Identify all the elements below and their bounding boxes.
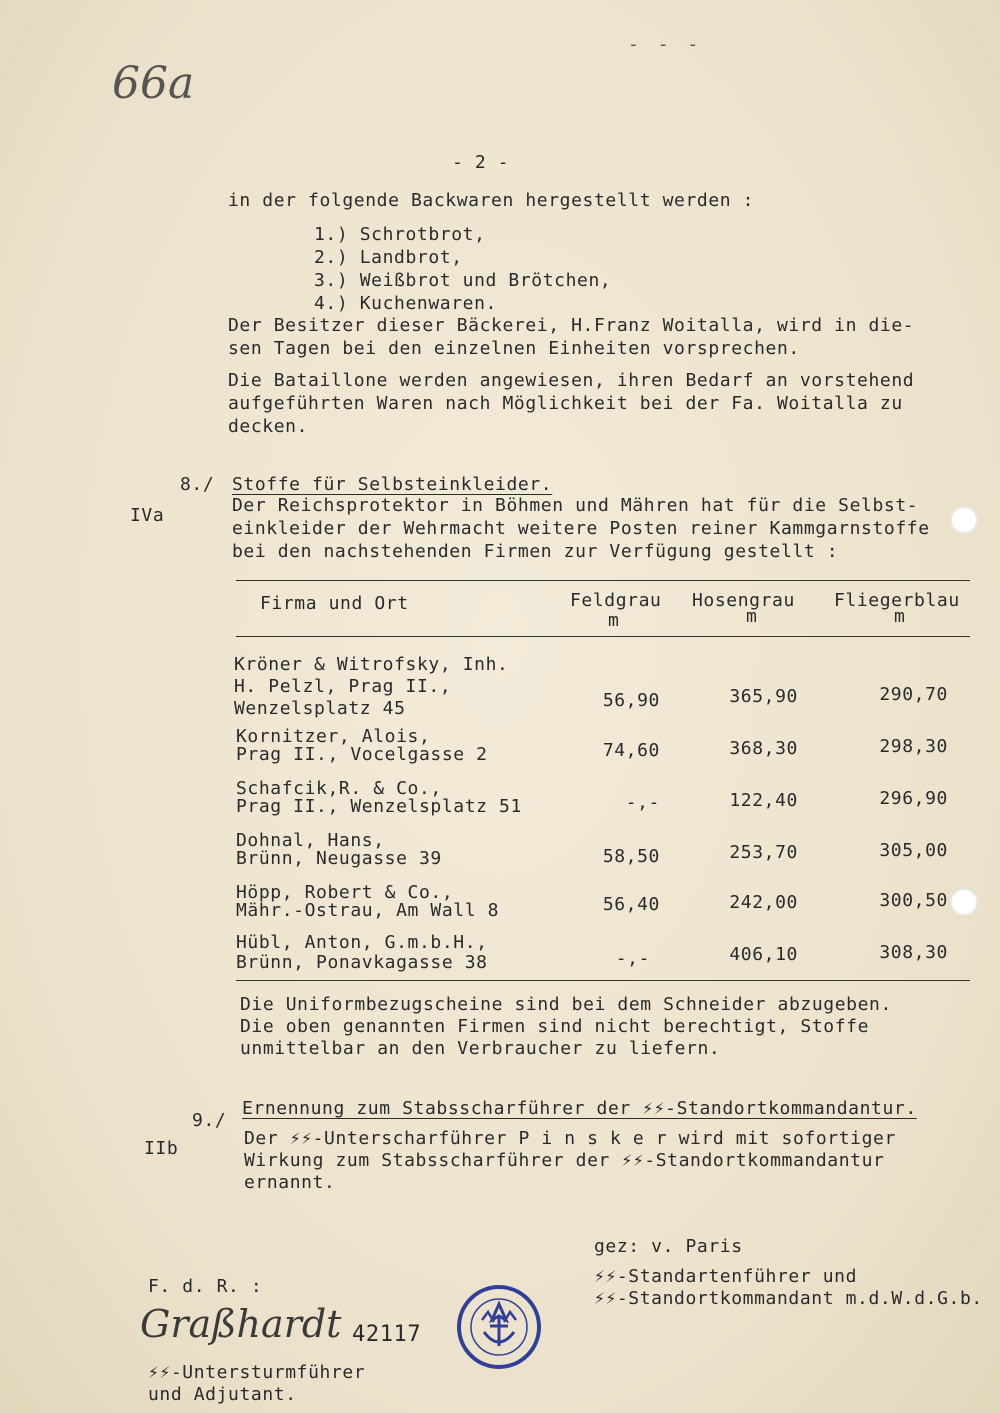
table-cell-firm: Schafcik,R. & Co., bbox=[236, 778, 442, 799]
handwritten-mark: 66a bbox=[112, 58, 195, 109]
table-cell-hosengrau: 122,40 bbox=[729, 790, 798, 811]
page-number: - 2 - bbox=[452, 152, 510, 173]
paragraph-line: bei den nachstehenden Firmen zur Verfügung gestellt : bbox=[232, 541, 839, 562]
top-dashes: - - - bbox=[628, 34, 703, 55]
table-cell-firm: Mähr.-Ostrau, Am Wall 8 bbox=[236, 900, 500, 921]
table-cell-firm: Wenzelsplatz 45 bbox=[234, 698, 406, 719]
paragraph-line: Der Besitzer dieser Bäckerei, H.Franz Woitalla, wird in die- bbox=[228, 315, 915, 336]
list-item: 3.) Weißbrot und Brötchen, bbox=[314, 270, 612, 291]
table-cell-hosengrau: 242,00 bbox=[729, 892, 798, 913]
table-bottom-rule bbox=[236, 980, 970, 981]
table-cell-fliegerblau: 290,70 bbox=[879, 684, 948, 705]
table-header-fliegerblau: Fliegerblau bbox=[834, 590, 960, 611]
table-cell-firm: Prag II., Wenzelsplatz 51 bbox=[236, 796, 522, 817]
table-cell-feldgrau: 74,60 bbox=[602, 740, 660, 761]
table-cell-firm: Dohnal, Hans, bbox=[236, 830, 385, 851]
fdr-label: F. d. R. : bbox=[148, 1276, 263, 1297]
table-header-firm: Firma und Ort bbox=[260, 593, 409, 614]
table-cell-feldgrau: -,- bbox=[615, 948, 650, 969]
paragraph-line: Wirkung zum Stabsscharführer der ⚡⚡-Standortkommandantur bbox=[244, 1150, 885, 1171]
table-header-unit: m bbox=[608, 610, 620, 631]
table-cell-firm: Kröner & Witrofsky, Inh. bbox=[234, 654, 509, 675]
table-cell-feldgrau: 56,40 bbox=[602, 894, 660, 915]
archive-stamp bbox=[454, 1282, 544, 1372]
table-header-unit: m bbox=[746, 606, 758, 627]
margin-reference: IVa bbox=[130, 505, 165, 526]
table-top-rule bbox=[236, 580, 970, 581]
table-header-unit: m bbox=[894, 606, 906, 627]
table-header-rule bbox=[236, 636, 970, 637]
table-cell-hosengrau: 406,10 bbox=[729, 944, 798, 965]
paragraph-line: Der ⚡⚡-Unterscharführer P i n s k e r wird mit sofortiger bbox=[244, 1128, 896, 1149]
signature-rank: ⚡⚡-Standartenführer und bbox=[594, 1266, 858, 1287]
signature-rank: ⚡⚡-Standortkommandant m.d.W.d.G.b. bbox=[594, 1288, 983, 1309]
paragraph-line: einkleider der Wehrmacht weitere Posten reiner Kammgarnstoffe bbox=[232, 518, 930, 539]
table-cell-hosengrau: 365,90 bbox=[729, 686, 798, 707]
list-item: 1.) Schrotbrot, bbox=[314, 224, 486, 245]
document-number: 42117 bbox=[352, 1322, 422, 1347]
table-cell-fliegerblau: 300,50 bbox=[879, 890, 948, 911]
list-item: 2.) Landbrot, bbox=[314, 247, 463, 268]
handwritten-signature: Graßhardt bbox=[140, 1302, 342, 1346]
intro-line: in der folgende Backwaren hergestellt werden : bbox=[228, 190, 755, 211]
paragraph-line: decken. bbox=[228, 416, 309, 437]
paragraph-line: Die Bataillone werden angewiesen, ihren Bedarf an vorstehend bbox=[228, 370, 915, 391]
paragraph-line: aufgeführten Waren nach Möglichkeit bei der Fa. Woitalla zu bbox=[228, 393, 903, 414]
signature-gez: gez: v. Paris bbox=[594, 1236, 743, 1257]
paragraph-line: sen Tagen bei den einzelnen Einheiten vorsprechen. bbox=[228, 338, 800, 359]
paragraph-line: unmittelbar an den Verbraucher zu liefern. bbox=[240, 1038, 721, 1059]
table-header-feldgrau: Feldgrau bbox=[570, 590, 662, 611]
table-cell-fliegerblau: 296,90 bbox=[879, 788, 948, 809]
table-cell-fliegerblau: 305,00 bbox=[879, 840, 948, 861]
table-cell-firm: Brünn, Neugasse 39 bbox=[236, 848, 442, 869]
table-cell-feldgrau: -,- bbox=[625, 792, 660, 813]
table-cell-fliegerblau: 308,30 bbox=[879, 942, 948, 963]
table-cell-firm: Kornitzer, Alois, bbox=[236, 726, 431, 747]
table-cell-firm: H. Pelzl, Prag II., bbox=[234, 676, 452, 697]
table-header-hosengrau: Hosengrau bbox=[692, 590, 795, 611]
table-cell-fliegerblau: 298,30 bbox=[879, 736, 948, 757]
table-cell-firm: Brünn, Ponavkagasse 38 bbox=[236, 952, 488, 973]
table-cell-firm: Hübl, Anton, G.m.b.H., bbox=[236, 932, 488, 953]
section-number: 8./ bbox=[180, 474, 215, 495]
table-cell-firm: Höpp, Robert & Co., bbox=[236, 882, 454, 903]
table-cell-hosengrau: 368,30 bbox=[729, 738, 798, 759]
table-cell-feldgrau: 58,50 bbox=[602, 846, 660, 867]
fdr-rank: und Adjutant. bbox=[148, 1384, 297, 1405]
list-item: 4.) Kuchenwaren. bbox=[314, 293, 497, 314]
punch-hole bbox=[950, 888, 978, 916]
table-cell-hosengrau: 253,70 bbox=[729, 842, 798, 863]
section-title: Ernennung zum Stabsscharführer der ⚡⚡-Standortkommandantur. bbox=[242, 1098, 917, 1119]
paragraph-line: Die Uniformbezugscheine sind bei dem Schneider abzugeben. bbox=[240, 994, 892, 1015]
margin-reference: IIb bbox=[144, 1138, 179, 1159]
paragraph-line: Der Reichsprotektor in Böhmen und Mähren hat für die Selbst- bbox=[232, 495, 919, 516]
paragraph-line: Die oben genannten Firmen sind nicht berechtigt, Stoffe bbox=[240, 1016, 870, 1037]
table-cell-firm: Prag II., Vocelgasse 2 bbox=[236, 744, 488, 765]
paragraph-line: ernannt. bbox=[244, 1172, 336, 1193]
fdr-rank: ⚡⚡-Untersturmführer bbox=[148, 1362, 366, 1383]
section-title: Stoffe für Selbsteinkleider. bbox=[232, 474, 553, 495]
section-number: 9./ bbox=[192, 1110, 227, 1131]
table-cell-feldgrau: 56,90 bbox=[602, 690, 660, 711]
punch-hole bbox=[950, 506, 978, 534]
